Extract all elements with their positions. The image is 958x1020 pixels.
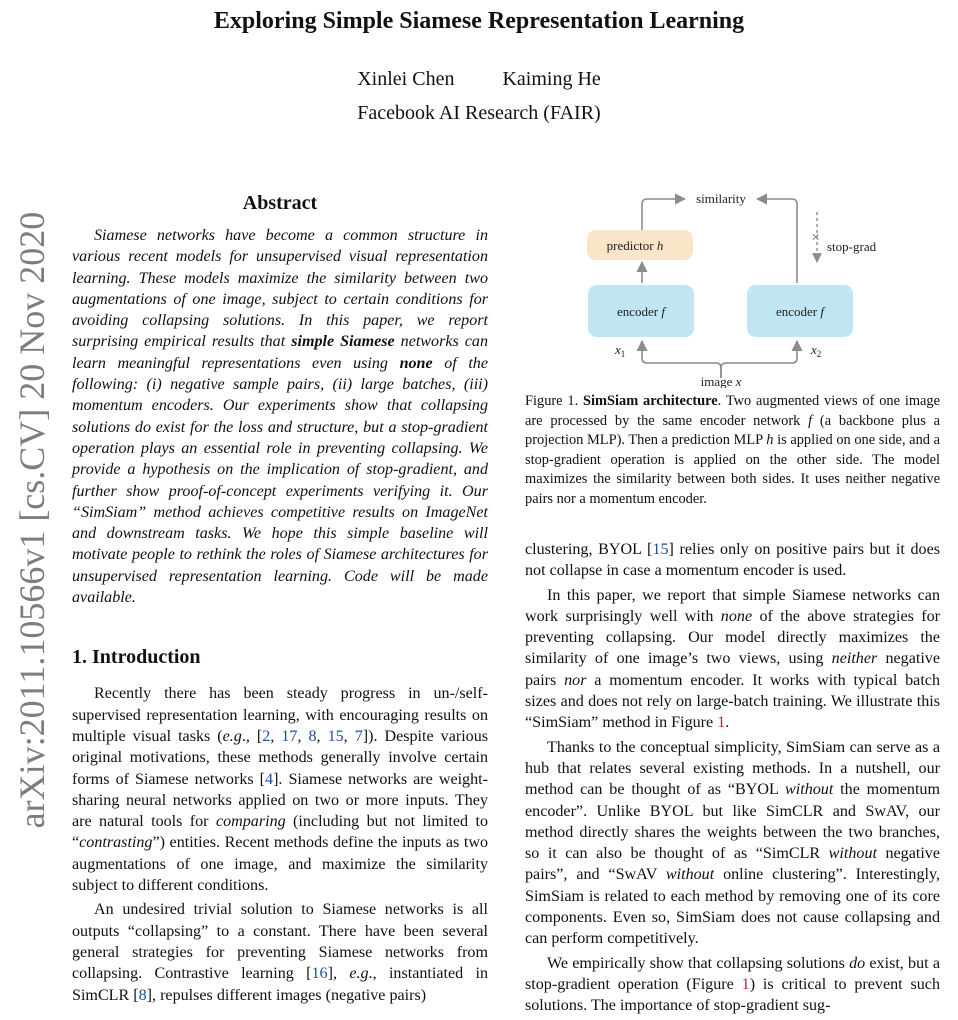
arrow-to-similarity [642, 199, 685, 230]
affiliation: Facebook AI Research (FAIR) [357, 102, 601, 124]
encoder-label: encoder f [616, 304, 666, 319]
abstract-bold: simple Siamese [291, 333, 395, 351]
predictor-label: predictor h [606, 238, 664, 253]
author-name: Xinlei Chen [357, 68, 455, 90]
body-paragraph: In this paper, we report that simple Siamese networks can work surprisingly well with none of the above strategies for preventing collapsing. Our model directly maximizes the similarity of one image’s two views, using neither negative pairs nor a momentum encoder. It works with typical batch sizes and does not rely on large-batch training. We illustrate this “SimSiam” method in Figure 1. [525, 586, 941, 732]
abstract-bold: none [399, 354, 433, 372]
author-list [0, 68, 958, 91]
citation-link[interactable]: 15 [652, 541, 669, 558]
architecture-diagram [525, 178, 940, 388]
arrow-image-to-x2 [721, 341, 797, 378]
arxiv-sidebar [6, 205, 58, 835]
abstract-text-run: networks can learn meaningful representations even using [72, 333, 488, 372]
body-paragraph: clustering, BYOL [15] relies only on positive pairs but it does not collapse in case a momentum encoder is used. [525, 541, 941, 580]
citation-link[interactable]: 7 [354, 727, 363, 745]
input-x2-label: $x_2$ [811, 342, 822, 359]
figure-caption: Figure 1. SimSiam architecture. Two augmented views of one image are processed by the same encoder network f (a backbone plus a projection MLP). Then a prediction MLP h is applied on one side, and a stop-gradient operation is applied on the other side. The model maximizes the similarity between both sides. It uses neither negative pairs nor a momentum encoder. [525, 393, 941, 507]
citation-link[interactable]: 2 [262, 727, 271, 745]
abstract-heading: Abstract [242, 192, 318, 214]
arrow-to-similarity [757, 199, 797, 283]
section-heading: 1. Introduction [72, 646, 201, 669]
citation-link[interactable]: 15 [327, 727, 344, 745]
input-x1-label: $x_1$ [615, 342, 626, 359]
citation-link[interactable]: 8 [138, 986, 147, 1004]
body-paragraph: We empirically show that collapsing solutions do exist, but a stop-gradient operation (Figure 1) is critical to prevent such solutions. The importance of stop-gradient sug- [525, 954, 940, 1015]
arxiv-identifier: arXiv:2011.10566v1 [cs.CV] 20 Nov 2020 [12, 211, 52, 829]
citation-link[interactable]: 4 [265, 770, 274, 788]
paper-title: Exploring Simple Siamese Representation Learning [213, 8, 745, 34]
stop-grad-cross-icon: ✕ [811, 232, 821, 244]
right-body-text [525, 539, 940, 1017]
arrow-image-to-x1 [642, 341, 721, 378]
intro-paragraph: An undesired trivial solution to Siamese networks is all outputs “collapsing” to a constant. There have been several general strategies for preventing Siamese networks from collapsing. Contrastive learning [16], e.g., instantiated in SimCLR [8], repulses different images (negative pairs) [72, 901, 488, 1004]
similarity-label: similarity [696, 191, 746, 206]
intro-paragraph: Recently there has been steady progress in un-/self-supervised representation learning, with encouraging results on multiple visual tasks (e.g., [2, 17, 8, 15, 7]). Despite various original motivations, these methods generally involve certain forms of Siamese networks [4]. Siamese networks are weight-sharing neural networks applied on two or more inputs. They are natural tools for comparing (including but not limited to “contrasting”) entities. Recent methods define the inputs as two augmentations of one image, and maximize the similarity subject to different conditions. [72, 685, 489, 895]
figure-link[interactable]: 1 [741, 975, 750, 993]
image-label: image x [700, 374, 742, 388]
figure-link[interactable]: 1 [717, 714, 726, 732]
citation-link[interactable]: 8 [308, 727, 317, 745]
left-column [72, 192, 488, 1009]
encoder-label: encoder f [775, 304, 825, 319]
right-column [525, 178, 940, 1020]
author-name: Kaiming He [502, 68, 601, 90]
stop-grad-label: stop-grad [827, 239, 877, 254]
abstract-text [72, 225, 488, 608]
citation-link[interactable]: 16 [311, 965, 328, 983]
body-paragraph: Thanks to the conceptual simplicity, SimSiam can serve as a hub that relates several existing methods. In a nutshell, our method can be thought of as “BYOL without the momentum encoder”. Unlike BYOL but like SimCLR and SwAV, our method directly shares the weights between the two branches, so it can also be thought of as “SimCLR without negative pairs”, and “SwAV without online clustering”. Interestingly, SimSiam is related to each method by removing one of its core components. Even so, SimSiam does not cause collapsing and can perform competitively. [525, 738, 940, 948]
abstract-text-run: of the following: (i) negative sample pairs, (ii) large batches, (iii) momentum encoders. Our experiments show that collapsing solutions do exist for the loss and structure, but a stop-gradient operation plays an essential role in preventing collapsing. We provide a hypothesis on the implication of stop-gradient, and further show proof-of-concept experiments verifying it. Our “SimSiam” method achieves competitive results on ImageNet and downstream tasks. We hope this simple baseline will motivate people to rethink the roles of Siamese architectures for unsupervised representation learning. Code will be made available. [72, 354, 488, 607]
abstract-text-run: Siamese networks have become a common structure in various recent models for unsupervised visual representation learning. These models maximize the similarity between two augmentations of one image, subject to certain conditions for avoiding collapsing solutions. In this paper, we report surprising empirical results that [72, 227, 488, 351]
simsiam-figure [525, 178, 940, 388]
citation-link[interactable]: 17 [281, 727, 298, 745]
